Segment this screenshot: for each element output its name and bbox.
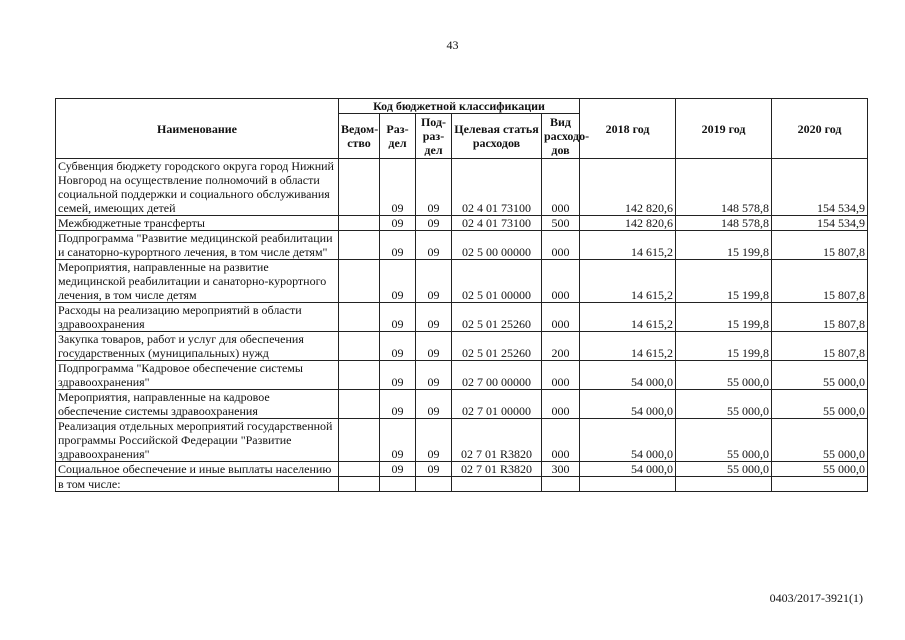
row-2020: 15 807,8 [772, 260, 868, 303]
row-2018: 14 615,2 [580, 260, 676, 303]
row-type: 300 [542, 462, 580, 477]
row-2019: 55 000,0 [676, 361, 772, 390]
row-2020: 15 807,8 [772, 332, 868, 361]
row-2019: 15 199,8 [676, 231, 772, 260]
row-name: Мероприятия, направленные на развитие медицинской реабилитации и санаторно-курортного лечения, в том числе детям [56, 260, 339, 303]
row-type: 000 [542, 231, 580, 260]
row-type: 000 [542, 303, 580, 332]
row-dept [339, 159, 380, 216]
row-name: Реализация отдельных мероприятий государственной программы Российской Федерации "Развитие здравоохранения" [56, 419, 339, 462]
row-dept [339, 260, 380, 303]
row-subsection: 09 [416, 231, 452, 260]
row-section: 09 [380, 231, 416, 260]
header-2019: 2019 год [676, 99, 772, 159]
row-2020: 154 534,9 [772, 159, 868, 216]
header-subsection: Под-раз-дел [416, 114, 452, 159]
row-2019: 148 578,8 [676, 216, 772, 231]
page-number: 43 [446, 38, 459, 52]
row-section: 09 [380, 462, 416, 477]
row-2020: 15 807,8 [772, 303, 868, 332]
row-2018: 14 615,2 [580, 332, 676, 361]
row-2019: 55 000,0 [676, 419, 772, 462]
row-target: 02 4 01 73100 [452, 159, 542, 216]
row-type: 000 [542, 390, 580, 419]
row-2020: 55 000,0 [772, 419, 868, 462]
empty-cell [339, 477, 380, 492]
header-expense-type: Вид расходо-дов [542, 114, 580, 159]
row-2019: 15 199,8 [676, 260, 772, 303]
row-dept [339, 332, 380, 361]
row-2019: 55 000,0 [676, 462, 772, 477]
row-type: 200 [542, 332, 580, 361]
row-dept [339, 216, 380, 231]
row-2019: 15 199,8 [676, 303, 772, 332]
row-dept [339, 361, 380, 390]
row-subsection: 09 [416, 390, 452, 419]
row-name: Мероприятия, направленные на кадровое обеспечение системы здравоохранения [56, 390, 339, 419]
empty-cell [676, 477, 772, 492]
row-section: 09 [380, 390, 416, 419]
row-type: 000 [542, 419, 580, 462]
row-target: 02 7 01 00000 [452, 390, 542, 419]
row-dept [339, 303, 380, 332]
row-section: 09 [380, 303, 416, 332]
row-subsection: 09 [416, 462, 452, 477]
row-2018: 54 000,0 [580, 419, 676, 462]
row-2018: 54 000,0 [580, 361, 676, 390]
budget-table [55, 98, 868, 492]
row-name: Расходы на реализацию мероприятий в области здравоохранения [56, 303, 339, 332]
row-type: 000 [542, 159, 580, 216]
row-2020: 15 807,8 [772, 231, 868, 260]
row-type: 000 [542, 361, 580, 390]
table-row [56, 361, 868, 390]
table-row [56, 419, 868, 462]
row-type: 500 [542, 216, 580, 231]
table-row [56, 462, 868, 477]
header-name: Наименование [56, 99, 339, 159]
row-section: 09 [380, 159, 416, 216]
row-subsection: 09 [416, 159, 452, 216]
row-name: Социальное обеспечение и иные выплаты населению [56, 462, 339, 477]
header-target-item: Целевая статья расходов [452, 114, 542, 159]
row-name: Подпрограмма "Кадровое обеспечение системы здравоохранения" [56, 361, 339, 390]
row-dept [339, 419, 380, 462]
row-2019: 55 000,0 [676, 390, 772, 419]
row-subsection: 09 [416, 419, 452, 462]
row-subsection: 09 [416, 361, 452, 390]
row-name: Субвенция бюджету городского округа город Нижний Новгород на осуществление полномочий в области социальной поддержки и социального обслуживания семей, имеющих детей [56, 159, 339, 216]
empty-cell [772, 477, 868, 492]
empty-cell [416, 477, 452, 492]
row-2020: 55 000,0 [772, 390, 868, 419]
row-dept [339, 462, 380, 477]
row-target: 02 5 01 25260 [452, 303, 542, 332]
table-row [56, 260, 868, 303]
table-row [56, 303, 868, 332]
header-section: Раз-дел [380, 114, 416, 159]
row-section: 09 [380, 419, 416, 462]
header-2020: 2020 год [772, 99, 868, 159]
table-row [56, 390, 868, 419]
empty-cell [452, 477, 542, 492]
row-subsection: 09 [416, 332, 452, 361]
row-target: 02 7 01 R3820 [452, 419, 542, 462]
document-code: 0403/2017-3921(1) [769, 591, 863, 605]
row-section: 09 [380, 216, 416, 231]
row-2018: 14 615,2 [580, 303, 676, 332]
empty-cell [380, 477, 416, 492]
row-target: 02 4 01 73100 [452, 216, 542, 231]
row-name: Закупка товаров, работ и услуг для обеспечения государственных (муниципальных) нужд [56, 332, 339, 361]
row-section: 09 [380, 361, 416, 390]
row-2018: 54 000,0 [580, 462, 676, 477]
row-2019: 148 578,8 [676, 159, 772, 216]
row-2018: 142 820,6 [580, 159, 676, 216]
table-row-continuation [56, 477, 868, 492]
row-subsection: 09 [416, 303, 452, 332]
table-row [56, 159, 868, 216]
row-subsection: 09 [416, 260, 452, 303]
row-target: 02 7 00 00000 [452, 361, 542, 390]
table-row [56, 231, 868, 260]
header-department: Ведом-ство [339, 114, 380, 159]
empty-cell [542, 477, 580, 492]
row-subsection: 09 [416, 216, 452, 231]
header-2018: 2018 год [580, 99, 676, 159]
row-2018: 14 615,2 [580, 231, 676, 260]
empty-cell [580, 477, 676, 492]
row-2018: 54 000,0 [580, 390, 676, 419]
row-2018: 142 820,6 [580, 216, 676, 231]
row-target: 02 5 01 00000 [452, 260, 542, 303]
row-2020: 55 000,0 [772, 462, 868, 477]
row-target: 02 7 01 R3820 [452, 462, 542, 477]
row-name: Подпрограмма "Развитие медицинской реабилитации и санаторно-курортного лечения, в том числе детям" [56, 231, 339, 260]
row-section: 09 [380, 260, 416, 303]
row-dept [339, 390, 380, 419]
table-row [56, 332, 868, 361]
continuation-label: в том числе: [56, 477, 339, 492]
header-classification-group: Код бюджетной классификации [339, 99, 580, 114]
row-2020: 55 000,0 [772, 361, 868, 390]
row-name: Межбюджетные трансферты [56, 216, 339, 231]
row-target: 02 5 00 00000 [452, 231, 542, 260]
row-2020: 154 534,9 [772, 216, 868, 231]
row-section: 09 [380, 332, 416, 361]
row-type: 000 [542, 260, 580, 303]
row-2019: 15 199,8 [676, 332, 772, 361]
row-dept [339, 231, 380, 260]
row-target: 02 5 01 25260 [452, 332, 542, 361]
table-row [56, 216, 868, 231]
